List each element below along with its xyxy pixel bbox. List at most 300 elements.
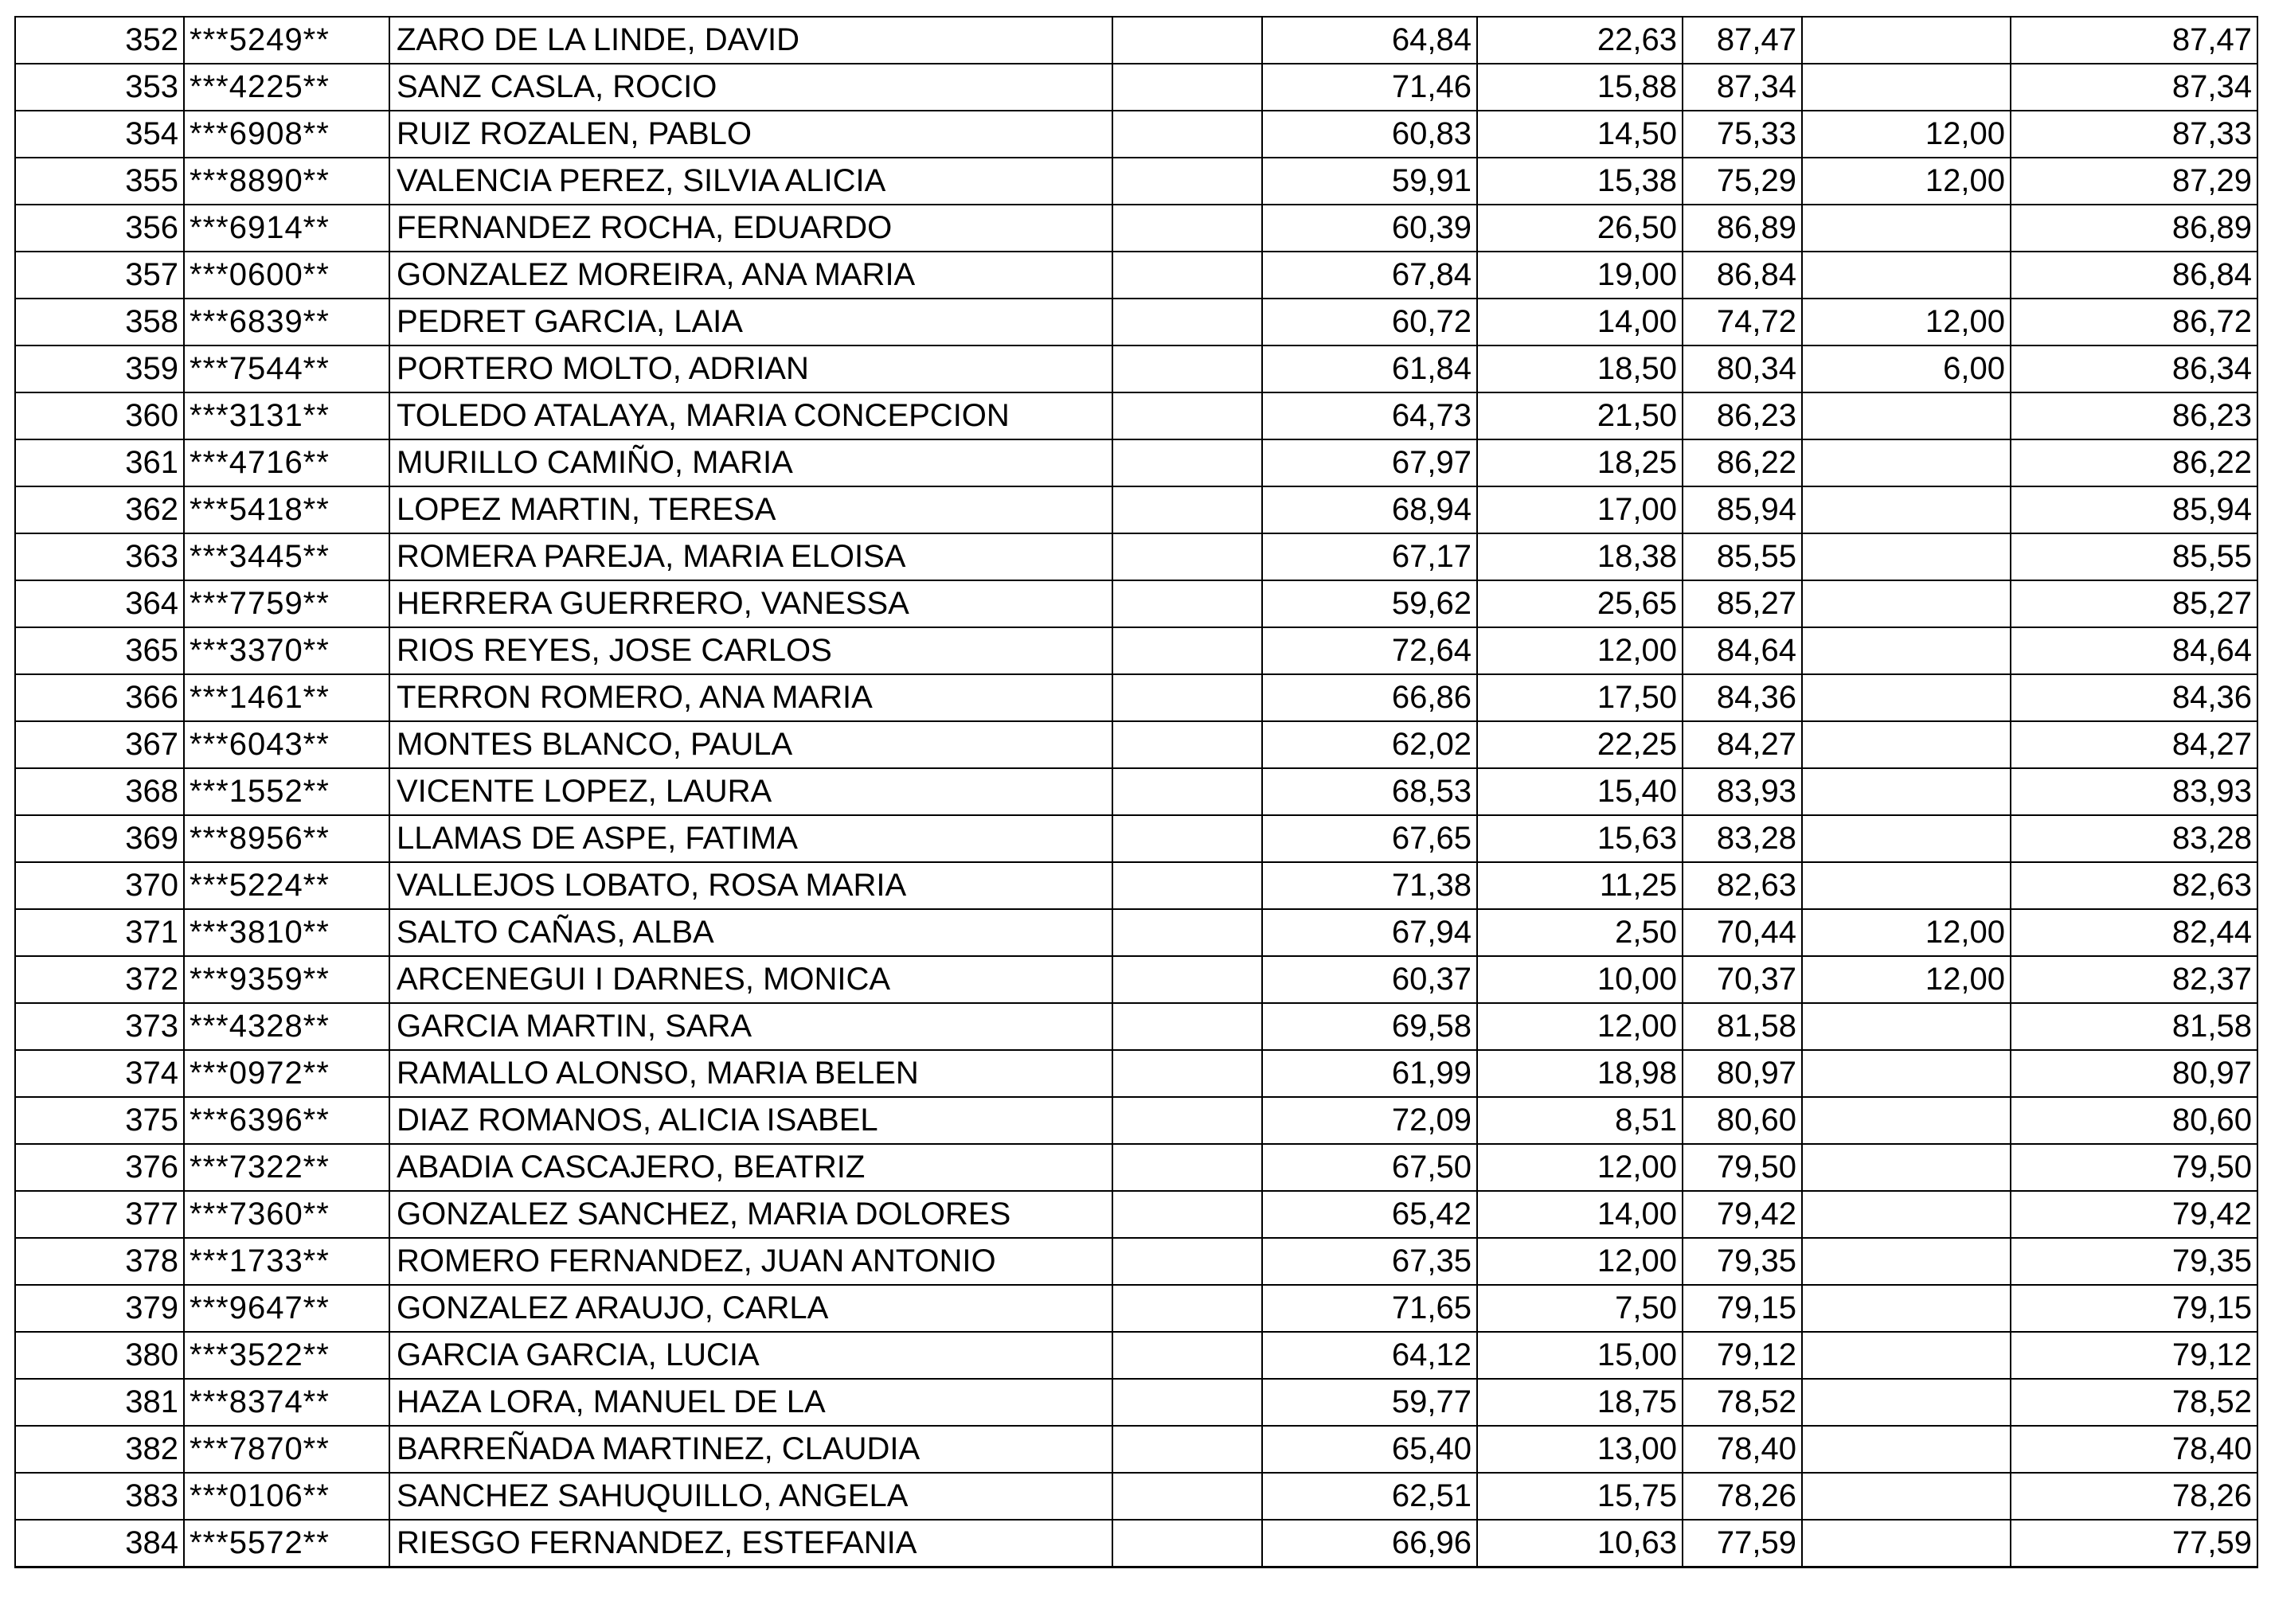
- cell-subtotal: 75,33: [1683, 111, 1802, 158]
- cell-order-number: 379: [15, 1285, 184, 1332]
- cell-empty: [1112, 580, 1262, 627]
- cell-bonus: [1802, 580, 2011, 627]
- cell-score-a: 62,51: [1262, 1473, 1477, 1520]
- cell-masked-id: ***3445**: [184, 533, 389, 580]
- cell-subtotal: 84,27: [1683, 721, 1802, 768]
- table-row: [15, 1426, 2257, 1473]
- cell-total: 82,37: [2011, 956, 2257, 1003]
- cell-full-name: ABADIA CASCAJERO, BEATRIZ: [389, 1144, 1112, 1191]
- cell-score-b: 22,63: [1477, 17, 1683, 64]
- cell-total: 86,22: [2011, 439, 2257, 486]
- cell-subtotal: 77,59: [1683, 1520, 1802, 1567]
- cell-order-number: 380: [15, 1332, 184, 1379]
- cell-total: 85,55: [2011, 533, 2257, 580]
- cell-subtotal: 79,35: [1683, 1238, 1802, 1285]
- cell-masked-id: ***3370**: [184, 627, 389, 674]
- cell-full-name: GONZALEZ MOREIRA, ANA MARIA: [389, 252, 1112, 299]
- cell-score-a: 66,96: [1262, 1520, 1477, 1567]
- cell-score-a: 72,64: [1262, 627, 1477, 674]
- cell-score-a: 67,65: [1262, 815, 1477, 862]
- cell-score-b: 15,63: [1477, 815, 1683, 862]
- cell-score-b: 13,00: [1477, 1426, 1683, 1473]
- cell-masked-id: ***7322**: [184, 1144, 389, 1191]
- cell-full-name: ROMERA PAREJA, MARIA ELOISA: [389, 533, 1112, 580]
- cell-empty: [1112, 345, 1262, 392]
- cell-empty: [1112, 909, 1262, 956]
- cell-total: 79,42: [2011, 1191, 2257, 1238]
- cell-bonus: [1802, 815, 2011, 862]
- cell-masked-id: ***3131**: [184, 392, 389, 439]
- cell-subtotal: 87,34: [1683, 64, 1802, 111]
- cell-empty: [1112, 768, 1262, 815]
- cell-masked-id: ***3810**: [184, 909, 389, 956]
- cell-bonus: [1802, 64, 2011, 111]
- cell-full-name: RIOS REYES, JOSE CARLOS: [389, 627, 1112, 674]
- cell-total: 79,12: [2011, 1332, 2257, 1379]
- cell-masked-id: ***7759**: [184, 580, 389, 627]
- cell-score-a: 67,35: [1262, 1238, 1477, 1285]
- cell-subtotal: 80,34: [1683, 345, 1802, 392]
- cell-score-b: 12,00: [1477, 1238, 1683, 1285]
- cell-score-b: 12,00: [1477, 1144, 1683, 1191]
- table-row: [15, 768, 2257, 815]
- cell-order-number: 373: [15, 1003, 184, 1050]
- cell-masked-id: ***5224**: [184, 862, 389, 909]
- table-row: [15, 674, 2257, 721]
- cell-bonus: [1802, 17, 2011, 64]
- cell-empty: [1112, 299, 1262, 345]
- cell-empty: [1112, 392, 1262, 439]
- cell-score-a: 65,42: [1262, 1191, 1477, 1238]
- table-row: [15, 345, 2257, 392]
- cell-empty: [1112, 1144, 1262, 1191]
- cell-full-name: PEDRET GARCIA, LAIA: [389, 299, 1112, 345]
- cell-order-number: 358: [15, 299, 184, 345]
- cell-score-a: 68,94: [1262, 486, 1477, 533]
- cell-score-b: 18,50: [1477, 345, 1683, 392]
- cell-bonus: [1802, 862, 2011, 909]
- cell-score-a: 67,97: [1262, 439, 1477, 486]
- table-row: [15, 721, 2257, 768]
- cell-score-a: 71,65: [1262, 1285, 1477, 1332]
- cell-order-number: 381: [15, 1379, 184, 1426]
- cell-full-name: GONZALEZ SANCHEZ, MARIA DOLORES: [389, 1191, 1112, 1238]
- cell-total: 80,60: [2011, 1097, 2257, 1144]
- cell-score-a: 67,50: [1262, 1144, 1477, 1191]
- cell-total: 78,52: [2011, 1379, 2257, 1426]
- table-row: [15, 205, 2257, 252]
- cell-score-b: 18,38: [1477, 533, 1683, 580]
- cell-bonus: 12,00: [1802, 956, 2011, 1003]
- cell-score-a: 66,86: [1262, 674, 1477, 721]
- cell-score-b: 15,40: [1477, 768, 1683, 815]
- cell-score-b: 18,25: [1477, 439, 1683, 486]
- cell-full-name: PORTERO MOLTO, ADRIAN: [389, 345, 1112, 392]
- cell-total: 86,34: [2011, 345, 2257, 392]
- cell-bonus: [1802, 252, 2011, 299]
- cell-bonus: [1802, 1003, 2011, 1050]
- cell-score-a: 64,73: [1262, 392, 1477, 439]
- table-row: [15, 909, 2257, 956]
- cell-empty: [1112, 64, 1262, 111]
- cell-full-name: BARREÑADA MARTINEZ, CLAUDIA: [389, 1426, 1112, 1473]
- cell-masked-id: ***4225**: [184, 64, 389, 111]
- cell-score-a: 59,62: [1262, 580, 1477, 627]
- cell-score-b: 11,25: [1477, 862, 1683, 909]
- cell-score-b: 17,00: [1477, 486, 1683, 533]
- cell-bonus: [1802, 627, 2011, 674]
- cell-total: 81,58: [2011, 1003, 2257, 1050]
- cell-order-number: 366: [15, 674, 184, 721]
- cell-order-number: 374: [15, 1050, 184, 1097]
- cell-subtotal: 80,60: [1683, 1097, 1802, 1144]
- cell-bonus: [1802, 768, 2011, 815]
- cell-score-a: 64,12: [1262, 1332, 1477, 1379]
- cell-score-b: 8,51: [1477, 1097, 1683, 1144]
- cell-masked-id: ***0106**: [184, 1473, 389, 1520]
- cell-score-a: 60,72: [1262, 299, 1477, 345]
- cell-bonus: [1802, 721, 2011, 768]
- table-row: [15, 1191, 2257, 1238]
- cell-subtotal: 83,28: [1683, 815, 1802, 862]
- cell-total: 86,23: [2011, 392, 2257, 439]
- cell-bonus: [1802, 1379, 2011, 1426]
- cell-score-a: 71,46: [1262, 64, 1477, 111]
- cell-empty: [1112, 205, 1262, 252]
- cell-order-number: 363: [15, 533, 184, 580]
- cell-score-b: 2,50: [1477, 909, 1683, 956]
- cell-subtotal: 84,64: [1683, 627, 1802, 674]
- cell-subtotal: 78,40: [1683, 1426, 1802, 1473]
- cell-masked-id: ***0600**: [184, 252, 389, 299]
- cell-bonus: 12,00: [1802, 158, 2011, 205]
- cell-masked-id: ***9359**: [184, 956, 389, 1003]
- cell-masked-id: ***1733**: [184, 1238, 389, 1285]
- cell-total: 87,47: [2011, 17, 2257, 64]
- cell-bonus: [1802, 1473, 2011, 1520]
- cell-empty: [1112, 862, 1262, 909]
- cell-masked-id: ***4716**: [184, 439, 389, 486]
- cell-masked-id: ***6914**: [184, 205, 389, 252]
- cell-order-number: 365: [15, 627, 184, 674]
- table-row: [15, 1379, 2257, 1426]
- cell-masked-id: ***8374**: [184, 1379, 389, 1426]
- cell-score-a: 61,84: [1262, 345, 1477, 392]
- table-row: [15, 862, 2257, 909]
- cell-score-a: 64,84: [1262, 17, 1477, 64]
- cell-score-a: 60,39: [1262, 205, 1477, 252]
- table-row: [15, 1332, 2257, 1379]
- cell-empty: [1112, 815, 1262, 862]
- cell-bonus: [1802, 674, 2011, 721]
- cell-subtotal: 79,15: [1683, 1285, 1802, 1332]
- table-row: [15, 1050, 2257, 1097]
- cell-empty: [1112, 1191, 1262, 1238]
- cell-masked-id: ***8890**: [184, 158, 389, 205]
- cell-total: 78,40: [2011, 1426, 2257, 1473]
- cell-masked-id: ***7360**: [184, 1191, 389, 1238]
- cell-bonus: [1802, 533, 2011, 580]
- cell-total: 79,50: [2011, 1144, 2257, 1191]
- table-row: [15, 252, 2257, 299]
- cell-empty: [1112, 721, 1262, 768]
- cell-order-number: 352: [15, 17, 184, 64]
- cell-subtotal: 86,22: [1683, 439, 1802, 486]
- cell-full-name: SALTO CAÑAS, ALBA: [389, 909, 1112, 956]
- table-body: [15, 17, 2257, 1567]
- cell-empty: [1112, 674, 1262, 721]
- cell-subtotal: 79,42: [1683, 1191, 1802, 1238]
- cell-bonus: [1802, 1097, 2011, 1144]
- cell-score-a: 72,09: [1262, 1097, 1477, 1144]
- cell-subtotal: 79,50: [1683, 1144, 1802, 1191]
- cell-empty: [1112, 486, 1262, 533]
- cell-bonus: [1802, 1144, 2011, 1191]
- cell-full-name: GONZALEZ ARAUJO, CARLA: [389, 1285, 1112, 1332]
- cell-order-number: 382: [15, 1426, 184, 1473]
- table-row: [15, 1003, 2257, 1050]
- cell-total: 87,34: [2011, 64, 2257, 111]
- cell-full-name: LOPEZ MARTIN, TERESA: [389, 486, 1112, 533]
- cell-score-a: 67,84: [1262, 252, 1477, 299]
- cell-score-a: 68,53: [1262, 768, 1477, 815]
- table-row: [15, 1144, 2257, 1191]
- cell-order-number: 367: [15, 721, 184, 768]
- cell-empty: [1112, 111, 1262, 158]
- cell-subtotal: 85,27: [1683, 580, 1802, 627]
- cell-order-number: 360: [15, 392, 184, 439]
- cell-subtotal: 87,47: [1683, 17, 1802, 64]
- cell-subtotal: 84,36: [1683, 674, 1802, 721]
- cell-empty: [1112, 17, 1262, 64]
- cell-empty: [1112, 627, 1262, 674]
- cell-empty: [1112, 1473, 1262, 1520]
- cell-empty: [1112, 1097, 1262, 1144]
- cell-score-b: 26,50: [1477, 205, 1683, 252]
- cell-full-name: ARCENEGUI I DARNES, MONICA: [389, 956, 1112, 1003]
- table-row: [15, 1097, 2257, 1144]
- cell-total: 84,36: [2011, 674, 2257, 721]
- cell-full-name: LLAMAS DE ASPE, FATIMA: [389, 815, 1112, 862]
- cell-subtotal: 75,29: [1683, 158, 1802, 205]
- cell-empty: [1112, 439, 1262, 486]
- cell-masked-id: ***5572**: [184, 1520, 389, 1567]
- cell-score-a: 60,37: [1262, 956, 1477, 1003]
- cell-score-b: 15,38: [1477, 158, 1683, 205]
- cell-order-number: 383: [15, 1473, 184, 1520]
- cell-score-a: 59,77: [1262, 1379, 1477, 1426]
- cell-total: 86,84: [2011, 252, 2257, 299]
- cell-empty: [1112, 1520, 1262, 1567]
- cell-total: 82,63: [2011, 862, 2257, 909]
- cell-total: 83,93: [2011, 768, 2257, 815]
- cell-full-name: DIAZ ROMANOS, ALICIA ISABEL: [389, 1097, 1112, 1144]
- cell-order-number: 353: [15, 64, 184, 111]
- table-row: [15, 1238, 2257, 1285]
- cell-total: 79,15: [2011, 1285, 2257, 1332]
- cell-total: 77,59: [2011, 1520, 2257, 1567]
- cell-score-b: 10,63: [1477, 1520, 1683, 1567]
- table-row: [15, 486, 2257, 533]
- cell-full-name: MONTES BLANCO, PAULA: [389, 721, 1112, 768]
- cell-empty: [1112, 1003, 1262, 1050]
- cell-order-number: 361: [15, 439, 184, 486]
- cell-full-name: SANCHEZ SAHUQUILLO, ANGELA: [389, 1473, 1112, 1520]
- cell-empty: [1112, 1379, 1262, 1426]
- cell-score-a: 71,38: [1262, 862, 1477, 909]
- cell-empty: [1112, 1426, 1262, 1473]
- cell-score-b: 25,65: [1477, 580, 1683, 627]
- cell-total: 87,29: [2011, 158, 2257, 205]
- results-table: [14, 16, 2258, 1568]
- cell-order-number: 372: [15, 956, 184, 1003]
- cell-masked-id: ***6908**: [184, 111, 389, 158]
- cell-total: 80,97: [2011, 1050, 2257, 1097]
- cell-empty: [1112, 1238, 1262, 1285]
- cell-total: 82,44: [2011, 909, 2257, 956]
- cell-total: 79,35: [2011, 1238, 2257, 1285]
- table-row: [15, 439, 2257, 486]
- cell-total: 84,27: [2011, 721, 2257, 768]
- cell-score-b: 12,00: [1477, 1003, 1683, 1050]
- cell-bonus: [1802, 205, 2011, 252]
- table-row: [15, 392, 2257, 439]
- cell-full-name: HAZA LORA, MANUEL DE LA: [389, 1379, 1112, 1426]
- cell-full-name: RIESGO FERNANDEZ, ESTEFANIA: [389, 1520, 1112, 1567]
- cell-total: 85,94: [2011, 486, 2257, 533]
- cell-bonus: [1802, 486, 2011, 533]
- cell-subtotal: 86,84: [1683, 252, 1802, 299]
- cell-full-name: ZARO DE LA LINDE, DAVID: [389, 17, 1112, 64]
- cell-full-name: GARCIA MARTIN, SARA: [389, 1003, 1112, 1050]
- table-row: [15, 158, 2257, 205]
- cell-bonus: [1802, 1191, 2011, 1238]
- cell-full-name: FERNANDEZ ROCHA, EDUARDO: [389, 205, 1112, 252]
- cell-masked-id: ***9647**: [184, 1285, 389, 1332]
- cell-full-name: GARCIA GARCIA, LUCIA: [389, 1332, 1112, 1379]
- cell-masked-id: ***6043**: [184, 721, 389, 768]
- cell-order-number: 375: [15, 1097, 184, 1144]
- cell-score-b: 7,50: [1477, 1285, 1683, 1332]
- cell-masked-id: ***7870**: [184, 1426, 389, 1473]
- cell-full-name: RAMALLO ALONSO, MARIA BELEN: [389, 1050, 1112, 1097]
- cell-full-name: VALLEJOS LOBATO, ROSA MARIA: [389, 862, 1112, 909]
- cell-masked-id: ***5418**: [184, 486, 389, 533]
- cell-order-number: 370: [15, 862, 184, 909]
- cell-masked-id: ***6839**: [184, 299, 389, 345]
- cell-score-b: 10,00: [1477, 956, 1683, 1003]
- cell-subtotal: 81,58: [1683, 1003, 1802, 1050]
- cell-order-number: 371: [15, 909, 184, 956]
- cell-masked-id: ***1552**: [184, 768, 389, 815]
- cell-order-number: 369: [15, 815, 184, 862]
- table-row: [15, 1520, 2257, 1567]
- cell-score-b: 18,98: [1477, 1050, 1683, 1097]
- cell-full-name: ROMERO FERNANDEZ, JUAN ANTONIO: [389, 1238, 1112, 1285]
- cell-order-number: 376: [15, 1144, 184, 1191]
- cell-bonus: [1802, 1426, 2011, 1473]
- table-row: [15, 111, 2257, 158]
- cell-subtotal: 79,12: [1683, 1332, 1802, 1379]
- cell-empty: [1112, 1285, 1262, 1332]
- cell-score-a: 61,99: [1262, 1050, 1477, 1097]
- cell-subtotal: 82,63: [1683, 862, 1802, 909]
- cell-order-number: 357: [15, 252, 184, 299]
- cell-masked-id: ***1461**: [184, 674, 389, 721]
- table-row: [15, 64, 2257, 111]
- table-row: [15, 1285, 2257, 1332]
- cell-score-b: 22,25: [1477, 721, 1683, 768]
- table-row: [15, 533, 2257, 580]
- table-row: [15, 815, 2257, 862]
- cell-subtotal: 86,23: [1683, 392, 1802, 439]
- cell-order-number: 378: [15, 1238, 184, 1285]
- cell-score-a: 60,83: [1262, 111, 1477, 158]
- cell-score-a: 69,58: [1262, 1003, 1477, 1050]
- cell-score-b: 14,00: [1477, 299, 1683, 345]
- cell-empty: [1112, 158, 1262, 205]
- table-row: [15, 17, 2257, 64]
- cell-total: 85,27: [2011, 580, 2257, 627]
- cell-order-number: 359: [15, 345, 184, 392]
- cell-bonus: [1802, 439, 2011, 486]
- cell-subtotal: 78,52: [1683, 1379, 1802, 1426]
- cell-masked-id: ***8956**: [184, 815, 389, 862]
- cell-bonus: [1802, 1520, 2011, 1567]
- cell-subtotal: 85,94: [1683, 486, 1802, 533]
- cell-total: 84,64: [2011, 627, 2257, 674]
- cell-score-b: 18,75: [1477, 1379, 1683, 1426]
- cell-bonus: 12,00: [1802, 909, 2011, 956]
- cell-score-b: 14,00: [1477, 1191, 1683, 1238]
- cell-total: 78,26: [2011, 1473, 2257, 1520]
- cell-score-b: 19,00: [1477, 252, 1683, 299]
- cell-masked-id: ***6396**: [184, 1097, 389, 1144]
- cell-score-b: 15,75: [1477, 1473, 1683, 1520]
- cell-masked-id: ***3522**: [184, 1332, 389, 1379]
- cell-order-number: 377: [15, 1191, 184, 1238]
- table-row: [15, 299, 2257, 345]
- cell-bonus: 12,00: [1802, 299, 2011, 345]
- cell-masked-id: ***0972**: [184, 1050, 389, 1097]
- cell-total: 83,28: [2011, 815, 2257, 862]
- cell-order-number: 355: [15, 158, 184, 205]
- cell-full-name: VICENTE LOPEZ, LAURA: [389, 768, 1112, 815]
- cell-bonus: 12,00: [1802, 111, 2011, 158]
- cell-full-name: VALENCIA PEREZ, SILVIA ALICIA: [389, 158, 1112, 205]
- cell-score-b: 17,50: [1477, 674, 1683, 721]
- cell-full-name: TERRON ROMERO, ANA MARIA: [389, 674, 1112, 721]
- cell-score-b: 12,00: [1477, 627, 1683, 674]
- cell-subtotal: 74,72: [1683, 299, 1802, 345]
- cell-full-name: RUIZ ROZALEN, PABLO: [389, 111, 1112, 158]
- cell-bonus: [1802, 1332, 2011, 1379]
- cell-bonus: [1802, 1285, 2011, 1332]
- cell-full-name: SANZ CASLA, ROCIO: [389, 64, 1112, 111]
- cell-subtotal: 83,93: [1683, 768, 1802, 815]
- cell-subtotal: 78,26: [1683, 1473, 1802, 1520]
- cell-score-a: 67,17: [1262, 533, 1477, 580]
- table-row: [15, 627, 2257, 674]
- cell-score-b: 15,00: [1477, 1332, 1683, 1379]
- table-row: [15, 956, 2257, 1003]
- table-row: [15, 1473, 2257, 1520]
- cell-masked-id: ***7544**: [184, 345, 389, 392]
- cell-score-b: 15,88: [1477, 64, 1683, 111]
- cell-empty: [1112, 1332, 1262, 1379]
- cell-bonus: [1802, 1238, 2011, 1285]
- cell-empty: [1112, 956, 1262, 1003]
